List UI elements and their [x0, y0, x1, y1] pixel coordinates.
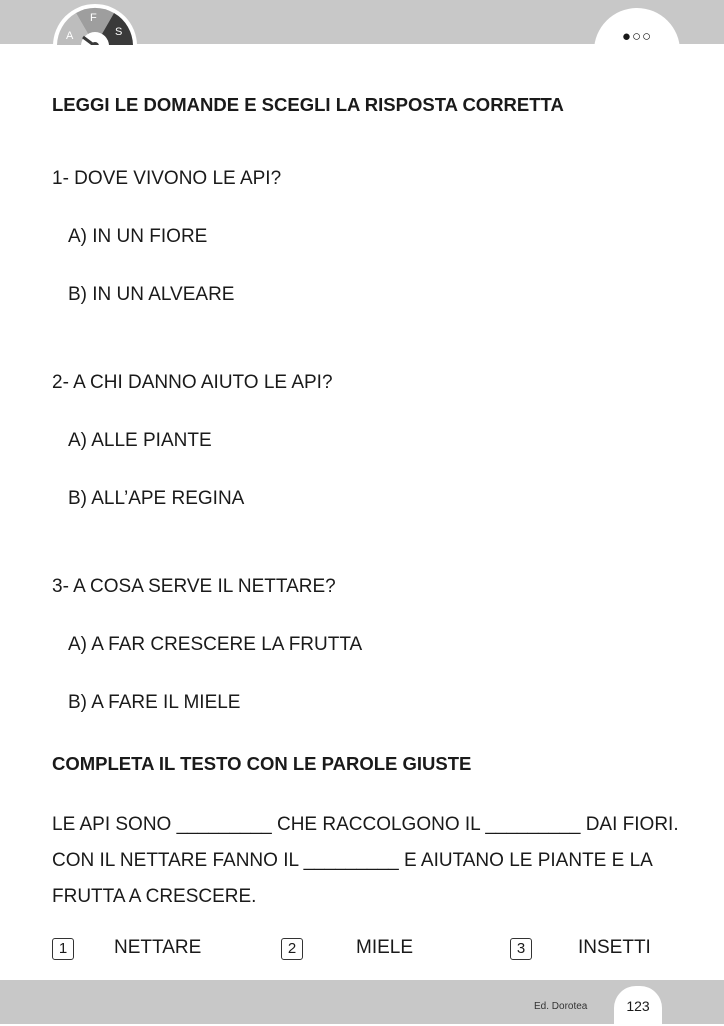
question-2-option-b: B) ALL’APE REGINA	[68, 488, 245, 509]
gauge-letter-f: F	[90, 12, 97, 24]
cloze-line-2: CON IL NETTARE FANNO IL _________ E AIUTANO LE PIANTE E LA	[52, 850, 653, 871]
section1-heading: LEGGI LE DOMANDE E SCEGLI LA RISPOSTA CORRETTA	[52, 94, 564, 115]
word-bank-word-3: INSETTI	[578, 937, 651, 958]
question-1: 1- DOVE VIVONO LE API?	[52, 168, 282, 189]
question-1-option-b: B) IN UN ALVEARE	[68, 284, 235, 305]
word-bank-word-1: NETTARE	[114, 937, 202, 958]
gauge-letter-a: A	[66, 30, 74, 42]
cloze-line-3: FRUTTA A CRESCERE.	[52, 886, 257, 907]
question-3-option-b: B) A FARE IL MIELE	[68, 692, 241, 713]
cloze-line-1: LE API SONO _________ CHE RACCOLGONO IL _________ DAI FIORI.	[52, 814, 679, 835]
word-bank-number-2: 2	[281, 938, 303, 960]
question-3-option-a: A) A FAR CRESCERE LA FRUTTA	[68, 634, 363, 655]
question-3: 3- A COSA SERVE IL NETTARE?	[52, 576, 336, 597]
word-bank-number-3: 3	[510, 938, 532, 960]
word-bank-number-1: 1	[52, 938, 74, 960]
gauge-letter-s: S	[115, 26, 123, 38]
progress-dots: ●○○	[621, 28, 653, 45]
question-2-option-a: A) ALLE PIANTE	[68, 430, 212, 451]
publisher-label: Ed. Dorotea	[534, 1001, 588, 1012]
page-number: 123	[626, 998, 650, 1014]
difficulty-gauge-icon	[52, 3, 138, 45]
word-bank-word-2: MIELE	[356, 937, 414, 958]
page-number-tab	[614, 986, 662, 1026]
section2-heading: COMPLETA IL TESTO CON LE PAROLE GIUSTE	[52, 753, 472, 774]
question-2: 2- A CHI DANNO AIUTO LE API?	[52, 372, 333, 393]
question-1-option-a: A) IN UN FIORE	[68, 226, 208, 247]
